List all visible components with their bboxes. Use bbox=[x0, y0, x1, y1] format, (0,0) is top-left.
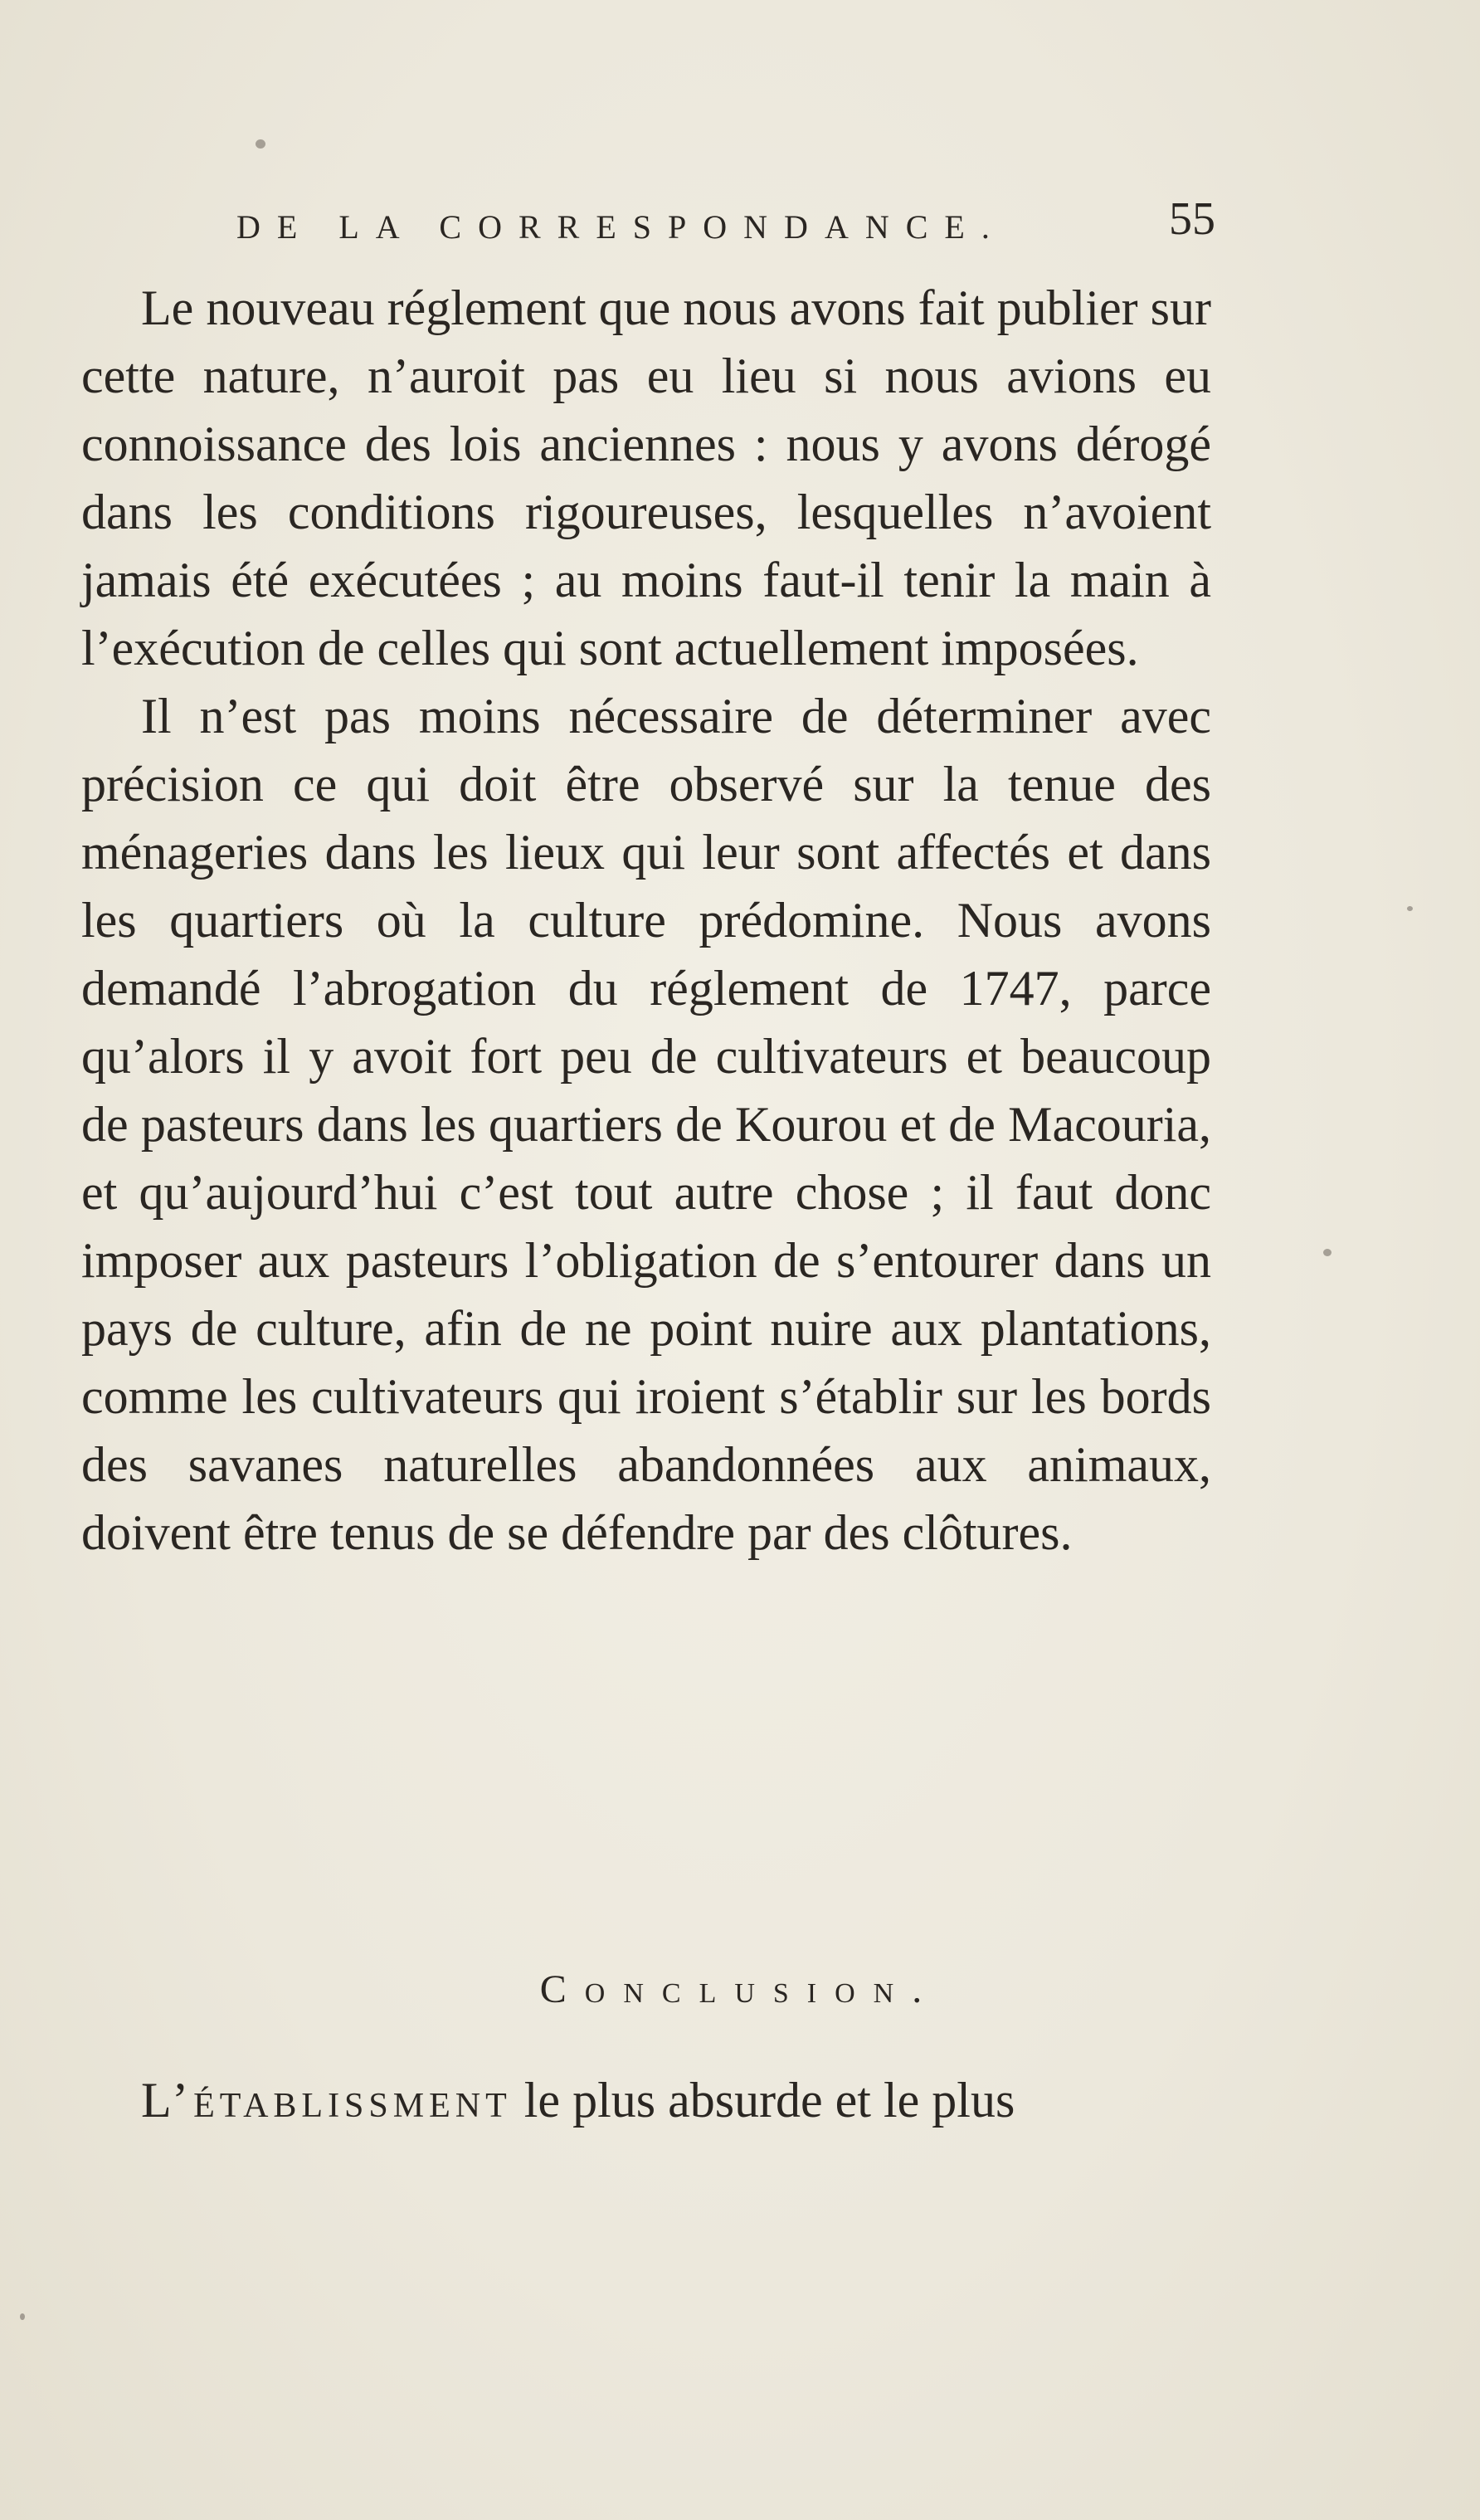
final-line-text: le plus absurde et le plus bbox=[511, 2073, 1015, 2128]
final-line bbox=[141, 2066, 1211, 2134]
body-text bbox=[81, 274, 1211, 1567]
paper-spot bbox=[20, 2313, 25, 2320]
page-header bbox=[236, 193, 1215, 259]
paper-spot bbox=[1323, 1249, 1332, 1256]
paper-spot bbox=[256, 139, 265, 149]
paragraph-1: Le nouveau réglement que nous avons fait publier sur cette nature, n’auroit pas eu lieu si nous avions eu connoissance des lois anciennes : nous y avons dérogé dans les conditions rigoureuses, lesquelles n’avoient jamais été exécutées ; au moins faut-il tenir la main à l’exécution de celles qui sont actuellement imposées. bbox=[81, 280, 1211, 675]
page-number: 55 bbox=[1169, 193, 1215, 245]
opening-word: L’établissment bbox=[141, 2073, 512, 2128]
running-head: DE LA CORRESPONDANCE. bbox=[236, 208, 1006, 246]
paper-spot bbox=[1407, 906, 1413, 911]
section-heading: Conclusion. bbox=[539, 1967, 941, 2011]
paragraph-2: Il n’est pas moins nécessaire de déterminer avec précision ce qui doit être observé sur la tenue des ménageries dans les lieux qui leur sont affectés et dans les quartiers où la culture prédomine. Nous avons demandé l’abrogation du réglement de 1747, parce qu’alors il y avoit fort peu de cultivateurs et beaucoup de pasteurs dans les quartiers de Kourou et de Macouria, et qu’aujourd’hui c’est tout autre chose ; il faut donc imposer aux pasteurs l’obligation de s’entourer dans un pays de culture, afin de ne point nuire aux plantations, comme les cultivateurs qui iroient s’établir sur les bords des savanes naturelles abandonnées aux animaux, doivent être tenus de se défendre par des clôtures. bbox=[81, 689, 1211, 1560]
